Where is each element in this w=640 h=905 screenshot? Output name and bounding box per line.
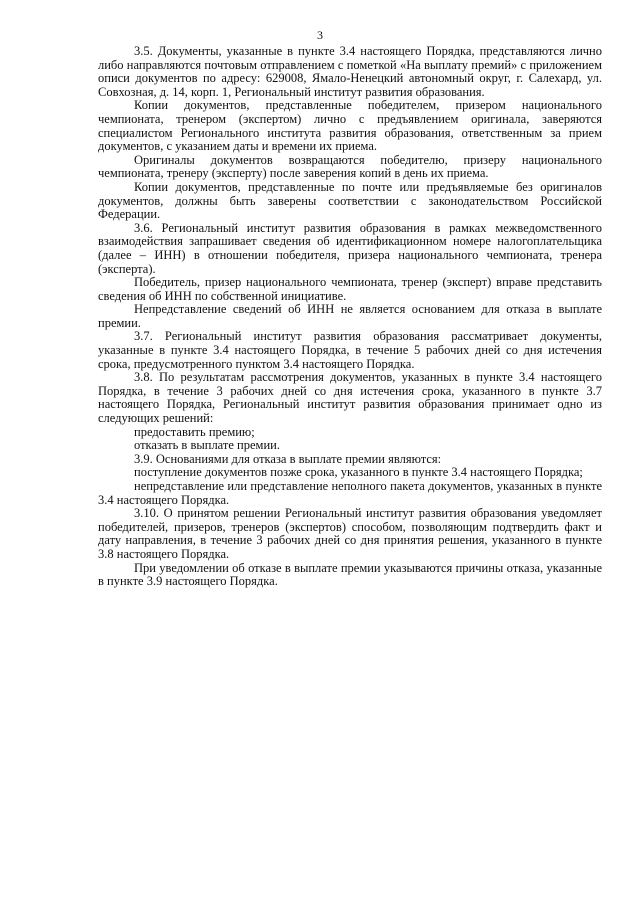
document-body bbox=[98, 45, 602, 589]
decision-option-grant: предоставить премию; bbox=[134, 424, 255, 439]
paragraph-3-5: 3.5. Документы, указанные в пункте 3.4 настоящего Порядка, представляются лично либо направляются почтовым отправлением с пометкой «На выплату премий» с приложением описи документов по адресу: 629008, Ямало-Ненецкий автономный округ, г. Салехард, ул. Совхозная, д. 14, корп. 1, Региональный институт развития образования. bbox=[98, 44, 602, 99]
paragraph-refusal-reasons: При уведомлении об отказе в выплате премии указываются причины отказа, указанные в пункте 3.9 настоящего Порядка. bbox=[98, 560, 602, 589]
paragraph-3-6: 3.6. Региональный институт развития образования в рамках межведомственного взаимодействия запрашивает сведения об идентификационном номере налогоплательщика (далее – ИНН) в отношении победителя, призера национального чемпионата, тренера (эксперта). bbox=[98, 220, 602, 276]
paragraph-inn-not-grounds: Непредставление сведений об ИНН не является основанием для отказа в выплате премии. bbox=[98, 302, 602, 330]
paragraph-3-8: 3.8. По результатам рассмотрения документов, указанных в пункте 3.4 настоящего Порядка, в течение 3 рабочих дней со дня истечения срока, указанного в пункте 3.7 настоящего Порядка, Региональный институт развития образования принимает одно из следующих решений: bbox=[98, 370, 602, 426]
paragraph-inn-initiative: Победитель, призер национального чемпионата, тренер (эксперт) вправе представить сведения об ИНН по собственной инициативе. bbox=[98, 275, 602, 303]
paragraph-postal-copies: Копии документов, представленные по почте или предъявляемые без оригиналов документов, должны быть заверены соответствии с законодательством Российской Федерации. bbox=[98, 179, 602, 222]
decision-option-refuse: отказать в выплате премии. bbox=[134, 438, 280, 453]
paragraph-copies-certification: Копии документов, представленные победителем, призером национального чемпионата, тренером (экспертом) лично с предъявлением оригинала, заверяются специалистом Регионального института развития образования, ответственным за прием документов, с указанием даты и времени их приема. bbox=[98, 98, 602, 154]
paragraph-originals-return: Оригиналы документов возвращаются победителю, призеру национального чемпионата, тренеру (эксперту) после заверения копий в день их приема. bbox=[98, 152, 602, 181]
paragraph-3-10: 3.10. О принятом решении Региональный институт развития образования уведомляет победителей, призеров, тренеров (экспертов) способом, позволяющим подтвердить факт и дату направления, в течение 3 рабочих дней со дня принятия решения, указанного в пункте 3.8 настоящего Порядка. bbox=[98, 506, 602, 561]
page-number: 3 bbox=[317, 28, 323, 42]
refusal-ground-late: поступление документов позже срока, указанного в пункте 3.4 настоящего Порядка; bbox=[134, 465, 583, 480]
paragraph-3-7: 3.7. Региональный институт развития образования рассматривает документы, указанные в пункте 3.4 настоящего Порядка, в течение 5 рабочих дней со дня истечения срока, предусмотренного пунктом 3.4 настоящего Порядка. bbox=[98, 329, 602, 371]
paragraph-3-9: 3.9. Основаниями для отказа в выплате премии являются: bbox=[134, 451, 442, 466]
refusal-ground-incomplete: непредставление или представление неполного пакета документов, указанных в пункте 3.4 настоящего Порядка. bbox=[98, 479, 602, 507]
